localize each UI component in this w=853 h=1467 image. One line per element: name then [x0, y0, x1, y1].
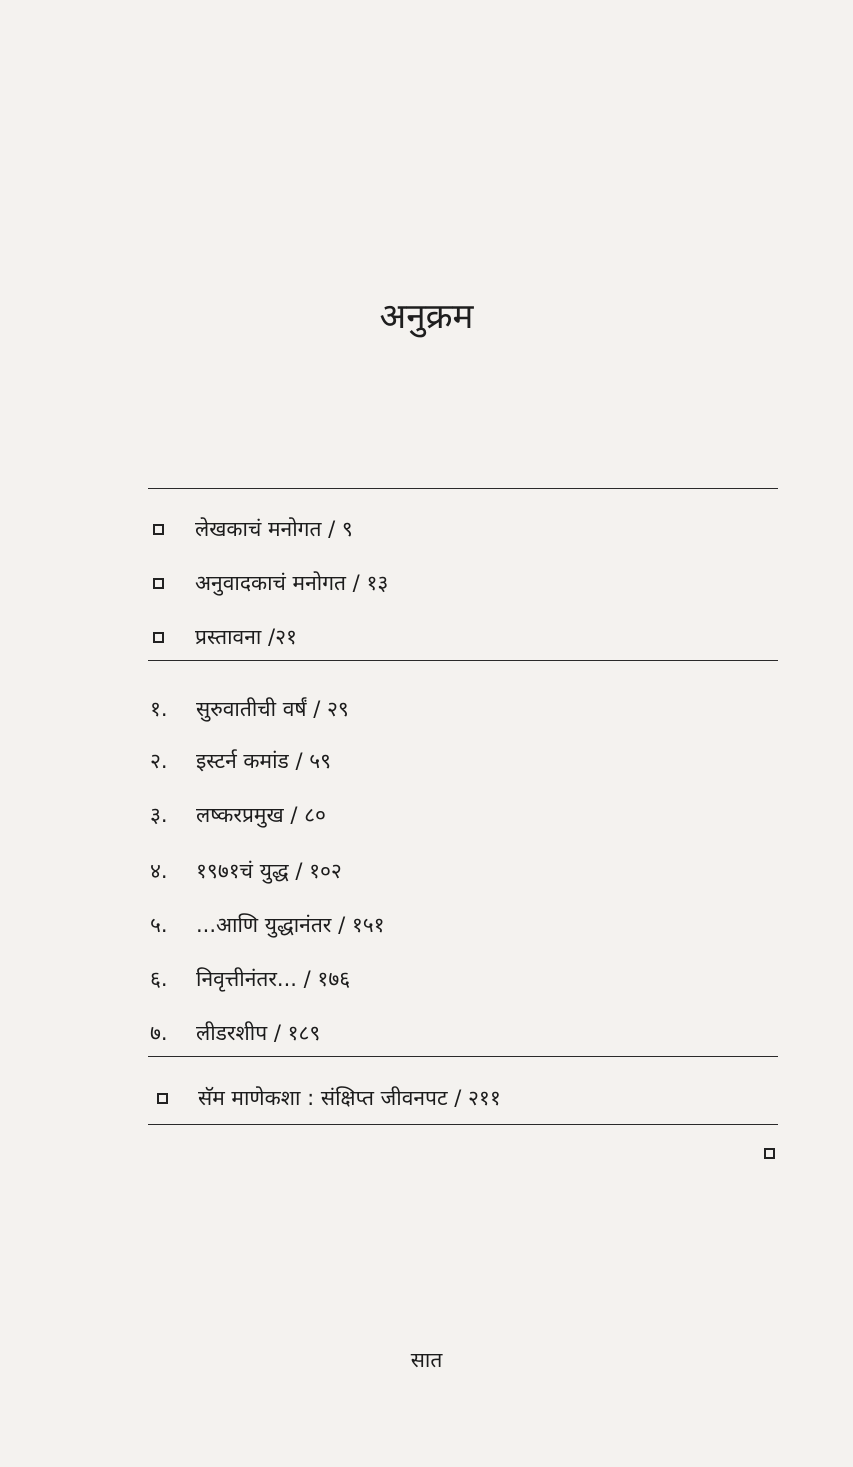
toc-entry-label: १९७१चं युद्ध — [196, 859, 289, 883]
toc-entry-page: २११ — [468, 1086, 501, 1110]
toc-chapter-3: ३. लष्करप्रमुख / ८० — [150, 800, 326, 830]
toc-entry-translator-note: अनुवादकाचं मनोगत / १३ — [195, 571, 389, 595]
chapter-number: ४. — [150, 859, 168, 883]
bullet-square-icon — [153, 578, 164, 589]
bottom-rule — [148, 1124, 778, 1125]
toc-entry-label: इस्टर्न कमांड — [196, 749, 289, 773]
toc-chapter-7: ७. लीडरशीप / १८९ — [150, 1018, 320, 1048]
toc-entry-page: २१ — [275, 625, 297, 649]
toc-entry-label: सॅम माणेकशा : संक्षिप्त जीवनपट — [198, 1086, 448, 1110]
toc-entry-page: १०२ — [309, 859, 342, 883]
toc-entry-label: लेखकाचं मनोगत — [195, 517, 322, 541]
toc-entry-page: ८० — [304, 803, 326, 827]
toc-chapter-5: ५. ...आणि युद्धानंतर / १५१ — [150, 910, 385, 940]
toc-entry-page: ९ — [341, 517, 353, 541]
toc-entry-label: सुरुवातीची वर्षं — [196, 697, 307, 721]
toc-entry-label: प्रस्तावना — [195, 625, 262, 649]
middle-rule-top — [148, 660, 778, 661]
toc-chapter-2: २. इस्टर्न कमांड / ५९ — [150, 746, 331, 776]
toc-chapter-6: ६. निवृत्तीनंतर... / १७६ — [150, 964, 350, 994]
top-rule — [148, 488, 778, 489]
bullet-square-icon — [157, 1093, 168, 1104]
toc-entry-biography: सॅम माणेकशा : संक्षिप्त जीवनपट / २११ — [198, 1086, 501, 1110]
toc-entry-label: अनुवादकाचं मनोगत — [195, 571, 346, 595]
toc-entry-preface: प्रस्तावना /२१ — [195, 625, 297, 649]
chapter-number: ६. — [150, 967, 168, 991]
chapter-number: ५. — [150, 913, 168, 937]
toc-entry-page: १८९ — [287, 1021, 321, 1045]
toc-entry-page: १३ — [366, 571, 389, 595]
toc-entry-page: ५९ — [309, 749, 332, 773]
bullet-square-icon — [153, 524, 164, 535]
toc-entry-page: २९ — [326, 697, 349, 721]
toc-entry-label: लष्करप्रमुख — [196, 803, 284, 827]
middle-rule-bottom — [148, 1056, 778, 1057]
toc-chapter-4: ४. १९७१चं युद्ध / १०२ — [150, 856, 342, 886]
end-square-icon — [764, 1148, 775, 1159]
page-folio: सात — [410, 1348, 443, 1372]
chapter-number: २. — [150, 749, 168, 773]
toc-entry-page: १५१ — [351, 913, 385, 937]
toc-entry-page: १७६ — [317, 967, 351, 991]
chapter-number: ७. — [150, 1021, 168, 1045]
toc-entry-label: ...आणि युद्धानंतर — [196, 913, 332, 937]
chapter-number: १. — [150, 697, 168, 721]
toc-entry-author-note: लेखकाचं मनोगत / ९ — [195, 517, 353, 541]
contents-title: अनुक्रम — [379, 297, 474, 337]
toc-entry-label: लीडरशीप — [196, 1021, 268, 1045]
toc-entry-label: निवृत्तीनंतर... — [196, 967, 297, 991]
toc-chapter-1: १. सुरुवातीची वर्षं / २९ — [150, 694, 349, 724]
bullet-square-icon — [153, 632, 164, 643]
chapter-number: ३. — [150, 803, 168, 827]
